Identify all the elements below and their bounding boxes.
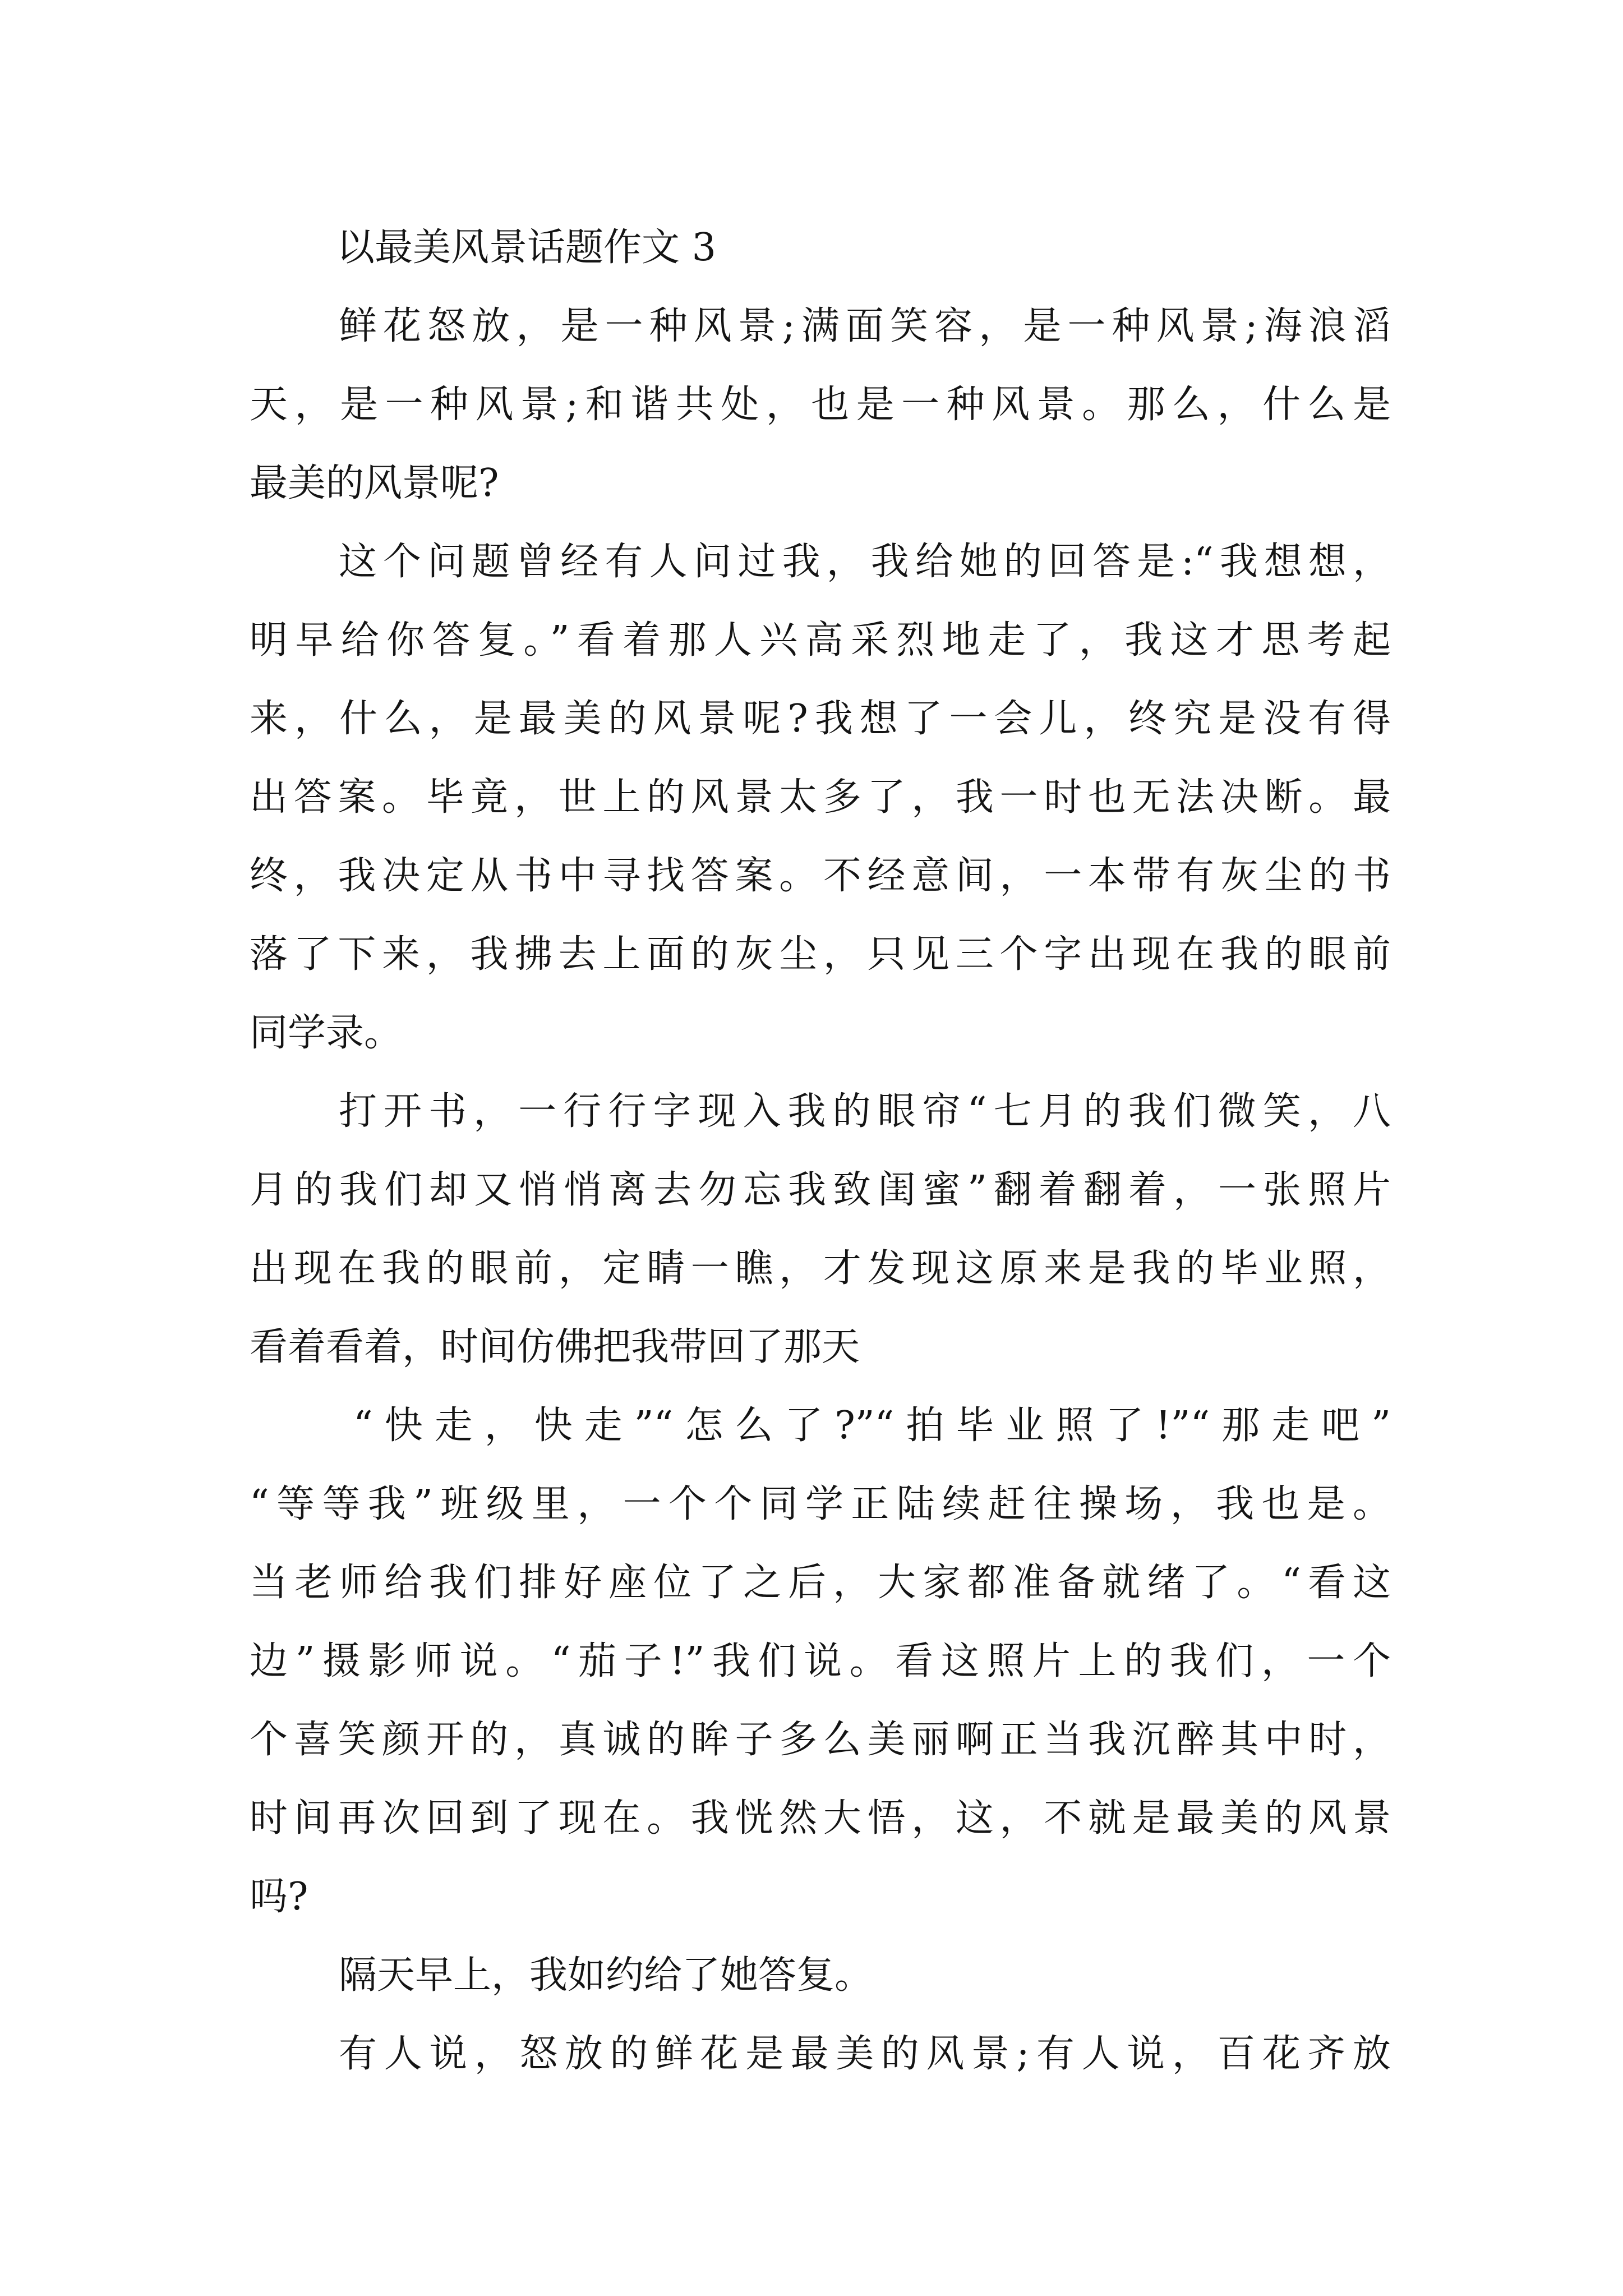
text-line: 时间再次回到了现在。我恍然大悟，这，不就是最美的风景 — [250, 1796, 1391, 1841]
text-line: 吗? — [250, 1875, 308, 1919]
text-line: 明早给你答复。”看着那人兴高采烈地走了，我这才思考起 — [250, 618, 1391, 662]
text-line: 落了下来，我拂去上面的灰尘，只见三个字出现在我的眼前 — [250, 932, 1391, 977]
text-line: 有人说，怒放的鲜花是最美的风景;有人说，百花齐放 — [339, 2032, 1391, 2076]
document-title: 以最美风景话题作文 3 — [336, 226, 716, 270]
text-line: “快走，快走”“怎么了?”“拍毕业照了!”“那走吧” — [353, 1404, 1391, 1448]
text-line: 来，什么，是最美的风景呢?我想了一会儿，终究是没有得 — [250, 697, 1391, 741]
text-line: 终，我决定从书中寻找答案。不经意间，一本带有灰尘的书 — [250, 854, 1391, 898]
text-line: 这个问题曾经有人问过我，我给她的回答是:“我想想， — [339, 540, 1391, 584]
text-line: 同学录。 — [250, 1011, 403, 1055]
text-line: 当老师给我们排好座位了之后，大家都准备就绪了。“看这 — [250, 1561, 1391, 1605]
text-line: 个喜笑颜开的，真诚的眸子多么美丽啊正当我沉醉其中时， — [250, 1718, 1391, 1762]
text-line: “等等我”班级里，一个个同学正陆续赶往操场，我也是。 — [250, 1482, 1391, 1526]
text-line: 出现在我的眼前，定睛一瞧，才发现这原来是我的毕业照， — [250, 1246, 1391, 1291]
text-line: 鲜花怒放，是一种风景;满面笑容，是一种风景;海浪滔 — [339, 304, 1391, 348]
text-line: 出答案。毕竟，世上的风景太多了，我一时也无法决断。最 — [250, 775, 1391, 820]
text-line: 天，是一种风景;和谐共处，也是一种风景。那么，什么是 — [250, 383, 1391, 427]
text-line: 最美的风景呢? — [250, 461, 499, 505]
text-line: 打开书，一行行字现入我的眼帘“七月的我们微笑，八 — [339, 1089, 1391, 1134]
text-line: 看着看着，时间仿佛把我带回了那天 — [250, 1325, 860, 1369]
text-line: 边”摄影师说。“茄子!”我们说。看这照片上的我们，一个 — [250, 1639, 1391, 1683]
text-line: 隔天早上，我如约给了她答复。 — [339, 1953, 873, 1998]
text-line: 月的我们却又悄悄离去勿忘我致闺蜜”翻着翻着，一张照片 — [250, 1168, 1391, 1212]
